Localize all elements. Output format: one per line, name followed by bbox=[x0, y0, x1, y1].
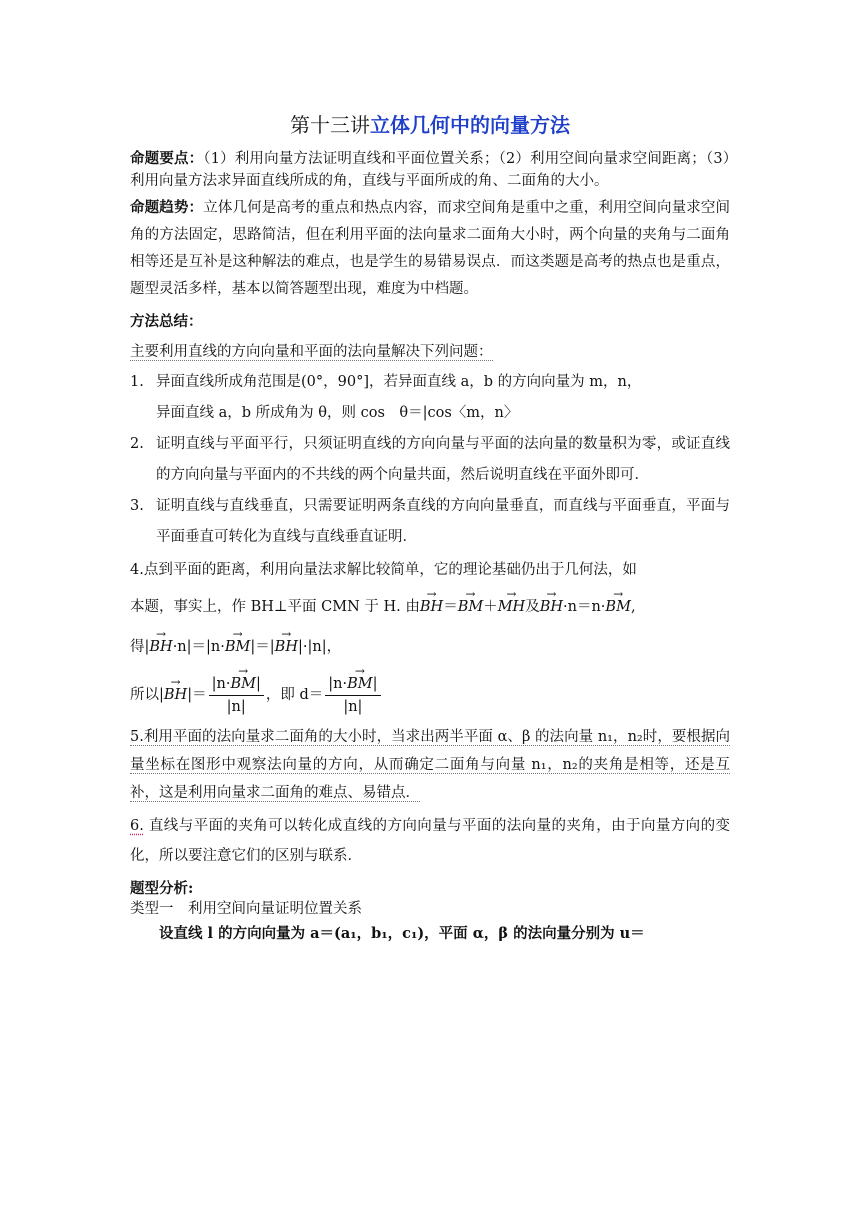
fraction-denominator-2: |n| bbox=[343, 698, 363, 715]
item-4-line2 bbox=[130, 587, 730, 627]
key-points-paragraph bbox=[130, 148, 730, 192]
fraction-denominator: |n| bbox=[226, 698, 246, 715]
vector-bm-2: → BM bbox=[605, 587, 631, 627]
method-item-1 bbox=[130, 367, 730, 429]
type-1-heading: 类型一 利用空间向量证明位置关系 bbox=[130, 901, 362, 917]
item-3-text: 证明直线与直线垂直，只需要证明两条直线的方向向量垂直，而直线与平面垂直，平面与平面垂直可转化为直线与直线垂直证明． bbox=[156, 498, 730, 545]
vector-bh: → BH bbox=[420, 587, 443, 627]
num-vector-bm: → BM bbox=[230, 673, 256, 695]
item-5-paragraph bbox=[130, 723, 730, 807]
vector-bm-3: → BM bbox=[225, 627, 251, 667]
method-heading: 方法总结： bbox=[130, 313, 203, 330]
trend-text: 立体几何是高考的重点和热点内容，而求空间角是重中之重，利用空间向量求空间角的方法固定，思路简洁，但在利用平面的法向量求二面角大小时，两个向量的夹角与二面角相等还是互补是这种解法的难点，也是学生的易错易误点．而这类题是高考的热点也是重点，题型灵活多样，基本以简答题型出现，难度为中档题。 bbox=[130, 200, 730, 297]
item-4-line3 bbox=[130, 627, 730, 667]
item-5-text: 5.利用平面的法向量求二面角的大小时，当求出两半平面 α、β 的法向量 n₁，n₂时，要根据向量坐标在图形中观察法向量的方向，从而确定二面角与向量 n₁，n₂的夹角是相等，还是互补，这是利用向量求二面角的难点、易错点． bbox=[130, 729, 730, 801]
fraction-numerator bbox=[209, 673, 264, 696]
fraction-numerator-2 bbox=[325, 673, 380, 696]
vector-bh-2: → BH bbox=[540, 587, 563, 627]
item-6-paragraph bbox=[130, 811, 730, 871]
vector-bh-4: → BH bbox=[275, 627, 298, 667]
key-points-text: （1）利用向量方法证明直线和平面位置关系；（2）利用空间向量求空间距离；（3）利用向量方法求异面直线所成的角，直线与平面所成的角、二面角的大小。 bbox=[130, 151, 730, 189]
distance-fraction-2 bbox=[325, 673, 380, 718]
num2-vector-bm: → BM bbox=[347, 673, 373, 695]
item-3-number: 3. bbox=[130, 498, 144, 514]
document-page bbox=[130, 110, 730, 949]
vector-mh: → MH bbox=[498, 587, 526, 627]
item-4-line1: 4.点到平面的距离，利用向量法求解比较简单，它的理论基础仍出于几何法，如 bbox=[130, 562, 637, 578]
page-title bbox=[130, 110, 730, 140]
l3-g: |·|n|， bbox=[297, 639, 342, 655]
plus-sign: ＋ bbox=[483, 599, 498, 615]
item-4-line4 bbox=[130, 667, 730, 723]
num2-c: | bbox=[372, 675, 378, 692]
l4-d: ，即 d＝ bbox=[265, 686, 324, 703]
num-c: | bbox=[255, 675, 261, 692]
item-4-l2-text: 本题，事实上，作 BH⊥平面 CMN 于 H. 由 bbox=[130, 599, 420, 615]
num2-a: |n· bbox=[328, 675, 348, 692]
analysis-paragraph: 设直线 l 的方向向量为 a＝(a₁，b₁，c₁)，平面 α，β 的法向量分别为 u＝ bbox=[159, 925, 645, 942]
l3-c: ·n|＝|n· bbox=[172, 639, 225, 655]
l4-c: |＝ bbox=[187, 686, 207, 703]
analysis-heading: 题型分析: bbox=[130, 880, 194, 897]
num-a: |n· bbox=[211, 675, 231, 692]
l4-a: 所以| bbox=[130, 686, 164, 703]
title-highlight: 立体几何中的向量方法 bbox=[370, 113, 570, 137]
dot-product-text: ·n＝n· bbox=[563, 599, 606, 615]
item-2-text: 证明直线与平面平行，只须证明直线的方向向量与平面的法向量的数量积为零，或证直线的方向向量与平面内的不共线的两个向量共面，然后说明直线在平面外即可． bbox=[156, 436, 730, 483]
title-prefix: 第十三讲 bbox=[290, 113, 370, 137]
equals-sign: ＝ bbox=[443, 599, 458, 615]
key-points-label: 命题要点： bbox=[130, 150, 204, 167]
vector-bh-3: → BH bbox=[149, 627, 172, 667]
l3-a: 得| bbox=[130, 639, 150, 655]
distance-fraction-1 bbox=[209, 673, 264, 718]
item-6-number: 6. bbox=[130, 818, 144, 834]
method-item-3 bbox=[130, 491, 730, 553]
and-text: 及 bbox=[525, 599, 540, 615]
item-1-line2: 异面直线 a，b 所成角为 θ，则 cos θ＝|cos〈m，n〉 bbox=[156, 405, 519, 421]
l3-e: |＝| bbox=[250, 639, 275, 655]
item-2-number: 2. bbox=[130, 436, 144, 452]
method-intro bbox=[130, 337, 730, 367]
item-6-text: 直线与平面的夹角可以转化成直线的方向向量与平面的法向量的夹角，由于向量方向的变化，所以要注意它们的区别与联系． bbox=[130, 818, 731, 864]
vector-bh-5: → BH bbox=[164, 682, 187, 709]
trend-paragraph bbox=[130, 194, 730, 303]
method-intro-text: 主要利用直线的方向向量和平面的法向量解决下列问题： bbox=[130, 344, 493, 360]
item-1-line1: 异面直线所成角范围是(0°，90°]，若异面直线 a，b 的方向向量为 m，n， bbox=[156, 374, 642, 390]
comma: , bbox=[630, 599, 636, 615]
method-item-2 bbox=[130, 429, 730, 491]
vector-bm: → BM bbox=[458, 587, 484, 627]
item-1-number: 1. bbox=[130, 374, 144, 390]
trend-label: 命题趋势： bbox=[130, 199, 204, 216]
